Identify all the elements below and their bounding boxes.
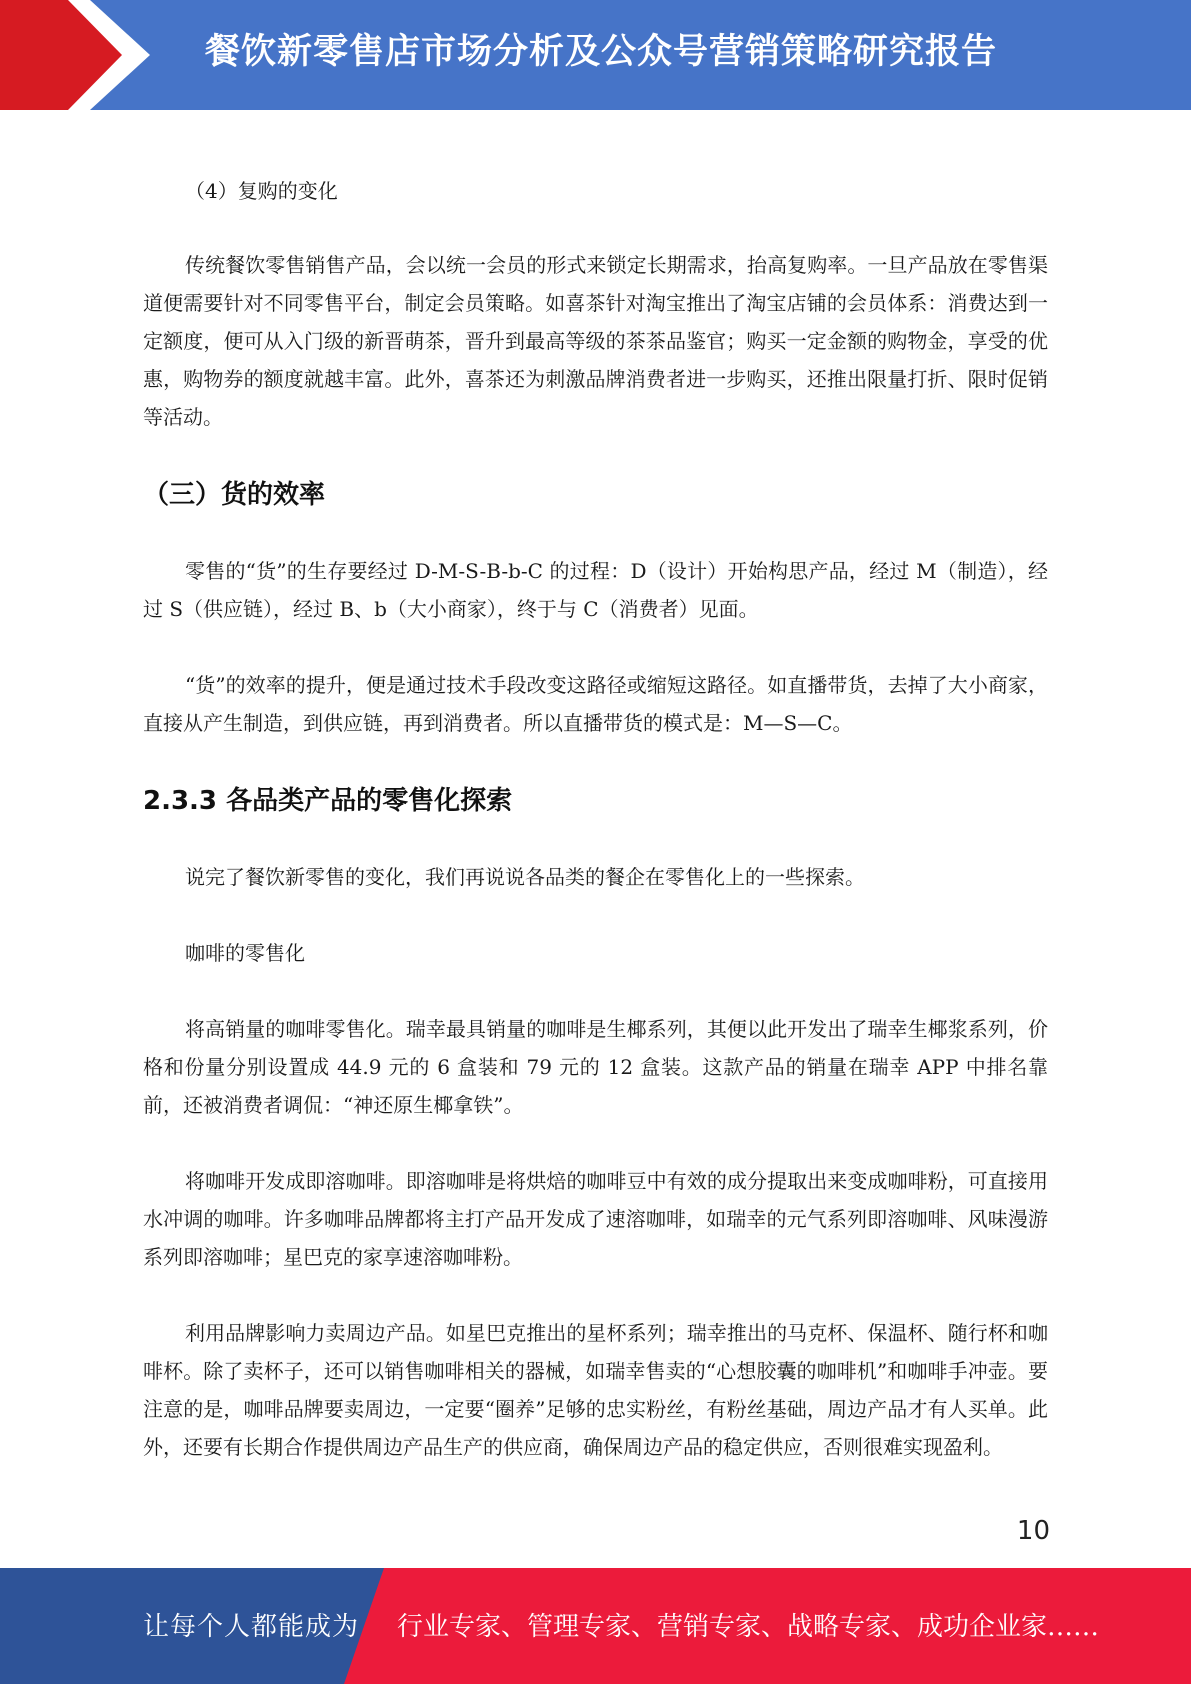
paragraph-intro: 说完了餐饮新零售的变化，我们再说说各品类的餐企在零售化上的一些探索。 xyxy=(185,865,865,889)
arrow-logo-icon xyxy=(0,0,150,110)
page-footer xyxy=(0,1568,1191,1684)
sub-heading-coffee: 咖啡的零售化 xyxy=(185,941,305,965)
section-heading-efficiency: （三）货的效率 xyxy=(143,480,326,510)
paragraph-merchandise: 利用品牌影响力卖周边产品。如星巴克推出的星杯系列；瑞幸推出的马克杯、保温杯、随行杯和咖啡杯。除了卖杯子，还可以销售咖啡相关的器械，如瑞幸售卖的“心想胶囊的咖啡机”和咖啡手冲壶。要注意的是，咖啡品牌要卖周边，一定要“圈养”足够的忠实粉丝，有粉丝基础，周边产品才有人买单。此外，还要有长期合作提供周边产品生产的供应商，确保周边产品的稳定供应，否则很难实现盈利。 xyxy=(143,1321,1048,1459)
paragraph-coffee-retail: 将高销量的咖啡零售化。瑞幸最具销量的咖啡是生椰系列，其便以此开发出了瑞幸生椰浆系列，价格和份量分别设置成 44.9 元的 6 盒装和 79 元的 12 盒装。这款产品的销量在瑞幸 APP 中排名靠前，还被消费者调侃：“神还原生椰拿铁”。 xyxy=(143,1017,1048,1117)
section-heading-233: 2.3.3 各品类产品的零售化探索 xyxy=(143,786,513,816)
footer-slogan-left: 让每个人都能成为 xyxy=(143,1612,360,1642)
paragraph-goods-path: 零售的“货”的生存要经过 D-M-S-B-b-C 的过程：D（设计）开始构思产品，经过 M（制造），经过 S（供应链），经过 B、b（大小商家），终于与 C（消费者）见面。 xyxy=(143,559,1048,621)
paragraph-repurchase: 传统餐饮零售销售产品，会以统一会员的形式来锁定长期需求，抬高复购率。一旦产品放在零售渠道便需要针对不同零售平台，制定会员策略。如喜茶针对淘宝推出了淘宝店铺的会员体系：消费达到一定额度，便可从入门级的新晋萌茶，晋升到最高等级的茶茶品鉴官；购买一定金额的购物金，享受的优惠，购物券的额度就越丰富。此外，喜茶还为刺激品牌消费者进一步购买，还推出限量打折、限时促销等活动。 xyxy=(143,253,1048,429)
page-header xyxy=(0,0,1191,110)
footer-slogan-right: 行业专家、管理专家、营销专家、战略专家、成功企业家…… xyxy=(397,1612,1100,1642)
paragraph-goods-efficiency: “货”的效率的提升，便是通过技术手段改变这路径或缩短这路径。如直播带货，去掉了大小商家，直接从产生制造，到供应链，再到消费者。所以直播带货的模式是：M—S—C。 xyxy=(143,673,1048,735)
paragraph-instant-coffee: 将咖啡开发成即溶咖啡。即溶咖啡是将烘焙的咖啡豆中有效的成分提取出来变成咖啡粉，可直接用水冲调的咖啡。许多咖啡品牌都将主打产品开发成了速溶咖啡，如瑞幸的元气系列即溶咖啡、风味漫游系列即溶咖啡；星巴克的家享速溶咖啡粉。 xyxy=(143,1169,1048,1269)
report-title: 餐饮新零售店市场分析及公众号营销策略研究报告 xyxy=(205,32,998,72)
sub-heading-repurchase: （4）复购的变化 xyxy=(185,179,338,203)
page-number: 10 xyxy=(1016,1516,1050,1546)
